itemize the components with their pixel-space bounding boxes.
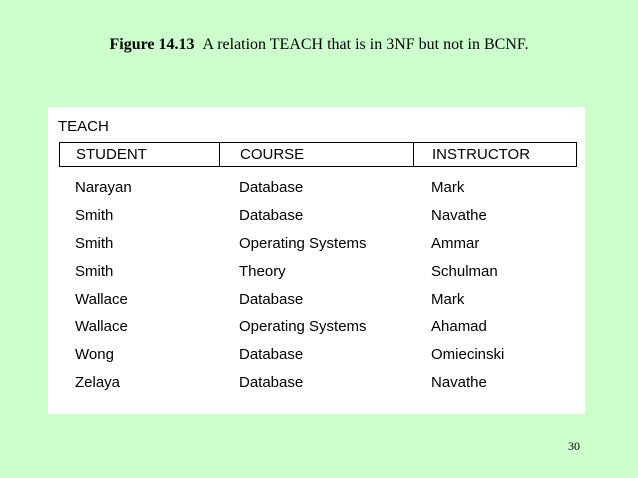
figure-caption-text: A relation TEACH that is in 3NF but not in BCNF. xyxy=(202,36,529,53)
page-number: 30 xyxy=(568,439,580,453)
table-row xyxy=(48,315,585,343)
table-row xyxy=(48,204,585,232)
instructor-cell: Ammar xyxy=(431,234,480,252)
table-row xyxy=(48,288,585,316)
student-cell: Wallace xyxy=(75,290,128,308)
course-cell: Theory xyxy=(239,262,286,280)
instructor-cell: Navathe xyxy=(431,374,487,392)
column-header-course: COURSE xyxy=(220,143,414,166)
course-cell: Database xyxy=(239,346,304,364)
table-header xyxy=(59,142,577,167)
student-cell: Smith xyxy=(75,206,114,224)
student-cell: Narayan xyxy=(75,179,132,196)
instructor-cell: Schulman xyxy=(431,262,498,280)
course-cell: Operating Systems xyxy=(239,234,367,252)
table-row xyxy=(48,176,585,204)
course-cell: Database xyxy=(239,206,304,224)
figure-caption xyxy=(0,36,638,54)
student-cell: Wallace xyxy=(75,318,128,336)
student-cell: Smith xyxy=(75,262,114,280)
table-row xyxy=(48,260,585,288)
column-header-student: STUDENT xyxy=(60,143,220,166)
table-row xyxy=(48,343,585,371)
student-cell: Wong xyxy=(75,346,114,364)
student-cell: Zelaya xyxy=(75,374,121,392)
relation-figure xyxy=(48,107,585,414)
course-cell: Database xyxy=(239,374,304,392)
course-cell: Database xyxy=(239,179,304,196)
student-cell: Smith xyxy=(75,234,114,252)
figure-label: Figure 14.13 xyxy=(109,36,195,53)
table-row xyxy=(48,232,585,260)
instructor-cell: Mark xyxy=(431,290,465,308)
table-body xyxy=(48,176,585,399)
column-header-instructor: INSTRUCTOR xyxy=(432,146,531,163)
table-row xyxy=(48,371,585,399)
instructor-cell: Ahamad xyxy=(431,318,487,336)
relation-name: TEACH xyxy=(58,118,109,135)
instructor-cell: Navathe xyxy=(431,206,487,224)
instructor-cell: Omiecinski xyxy=(431,346,505,364)
course-cell: Database xyxy=(239,290,304,308)
course-cell: Operating Systems xyxy=(239,318,367,336)
instructor-cell: Mark xyxy=(431,179,465,196)
